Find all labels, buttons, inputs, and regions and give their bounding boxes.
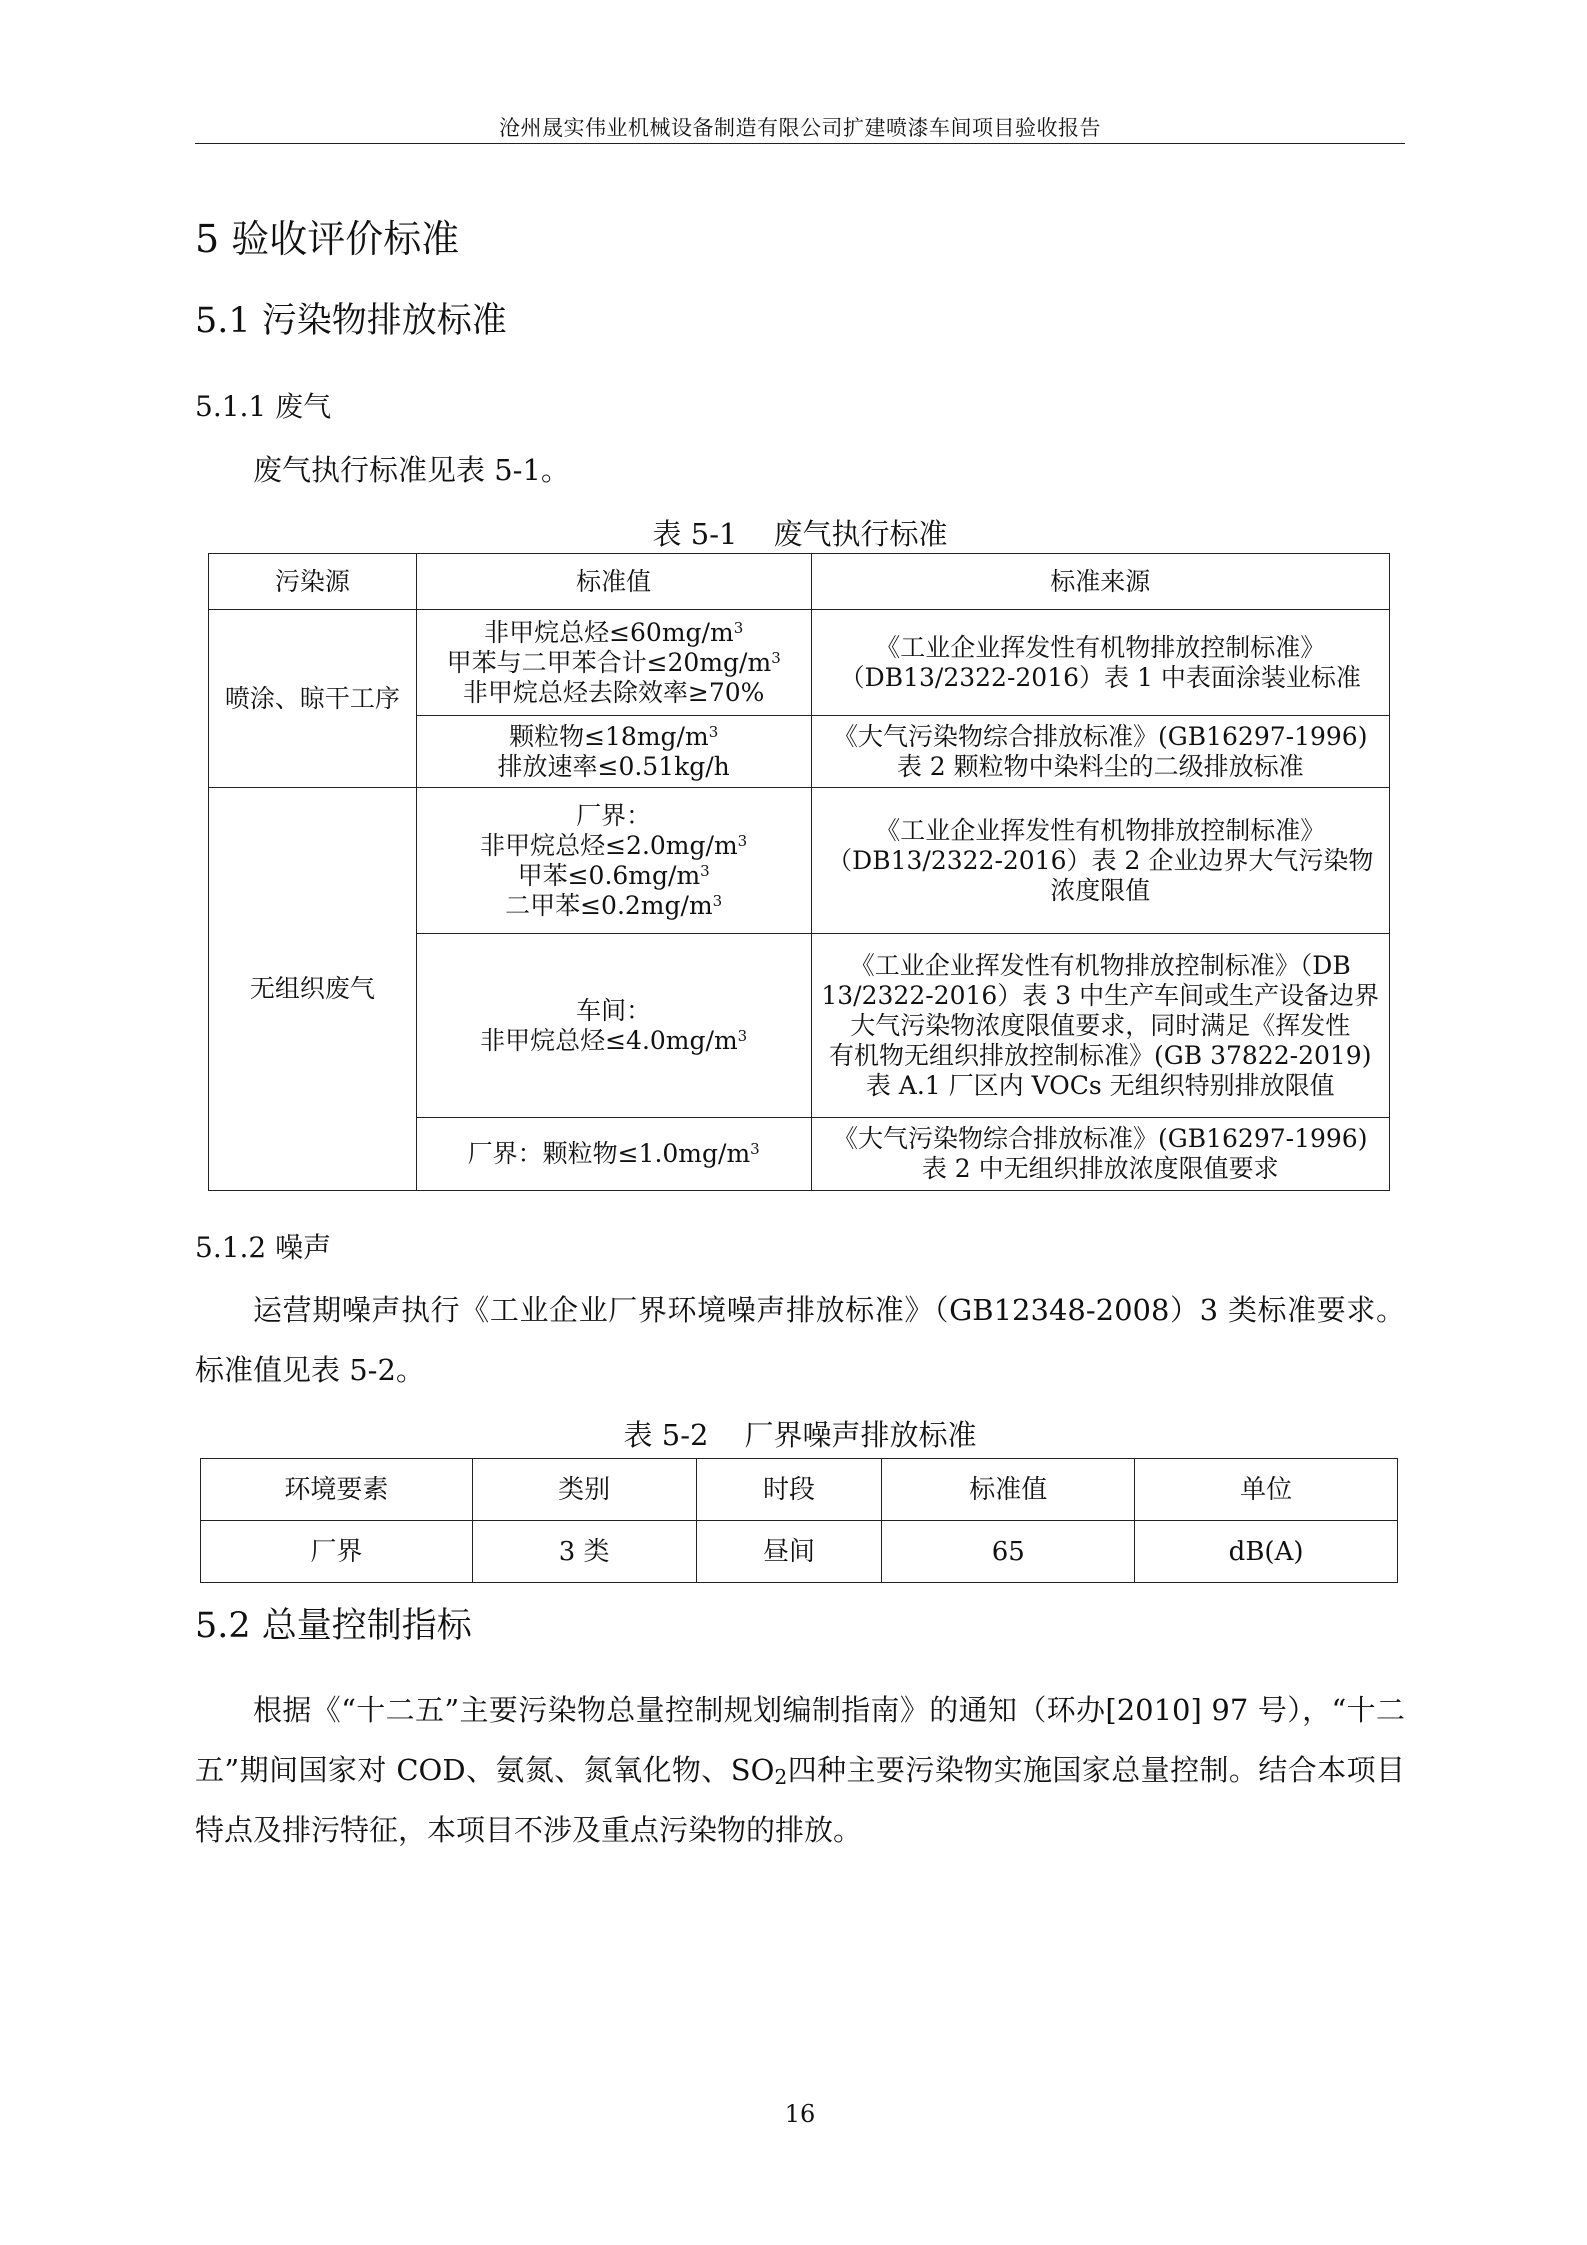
standard-source-line: 《大气污染物综合排放标准》(GB16297-1996): [833, 721, 1368, 751]
standard-source-line: 《大气污染物综合排放标准》(GB16297-1996): [833, 1124, 1368, 1153]
table-header-cell: 标准来源: [811, 554, 1390, 610]
table-row: [209, 788, 1390, 934]
pollution-source-cell: 无组织废气: [209, 788, 417, 1191]
section-5-1-2-heading: 5.1.2 噪声: [195, 1231, 332, 1264]
noise-standards-table: [200, 1458, 1398, 1583]
table-5-2-caption: [195, 1413, 1405, 1454]
section-5-heading: 5 验收评价标准: [195, 217, 460, 261]
standard-source-line: 表 2 中无组织排放浓度限值要求: [921, 1154, 1279, 1183]
header-rule: [195, 143, 1405, 144]
standard-source-line: （DB13/2322-2016）表 1 中表面涂装业标准: [839, 662, 1361, 692]
table-cell: 厂界: [201, 1521, 473, 1583]
table-cell: dB(A): [1135, 1521, 1398, 1583]
standard-source-line: （DB13/2322-2016）表 2 企业边界大气污染物: [827, 845, 1374, 875]
standard-source-line: 《工业企业挥发性有机物排放控制标准》: [875, 632, 1326, 662]
standard-value-cell: [416, 934, 811, 1118]
waste-gas-standards-table: [208, 553, 1390, 1191]
standard-value-line: 非甲烷总烃去除效率≥70%: [462, 677, 765, 707]
pollution-source-cell: 喷涂、晾干工序: [209, 610, 417, 788]
page-number: 16: [784, 2100, 816, 2128]
standard-source-line: 表 A.1 厂区内 VOCs 无组织特别排放限值: [865, 1070, 1335, 1100]
standard-value-line: 非甲烷总烃$\le 2.0mg/m^3$: [480, 830, 748, 860]
table-5-1-caption-title: 废气执行标准: [773, 517, 948, 551]
so2-subscript: 2: [774, 1765, 788, 1790]
standard-source-line: 有机物无组织排放控制标准》(GB 37822-2019): [829, 1040, 1372, 1070]
table-header-cell: 环境要素: [201, 1459, 473, 1521]
standard-source-cell: [811, 788, 1390, 934]
standard-value-line: 厂界：: [576, 800, 652, 830]
standard-value-cell: [416, 716, 811, 788]
standard-source-line: 表 2 颗粒物中染料尘的二级排放标准: [896, 751, 1304, 781]
table-header-cell: 标准值: [882, 1459, 1135, 1521]
table-header-cell: 标准值: [416, 554, 811, 610]
standard-value-line: 非甲烷总烃$\le 4.0mg/m^3$: [480, 1025, 748, 1055]
table-5-2-caption-title: 厂界噪声排放标准: [744, 1418, 977, 1452]
standard-value-cell: [416, 610, 811, 716]
standard-value-cell: [416, 788, 811, 934]
section-5-1-heading: 5.1 污染物排放标准: [195, 301, 507, 341]
standard-source-line: 浓度限值: [1050, 875, 1151, 905]
standard-value-line: 非甲烷总烃$\le 60mg/m^3$: [484, 617, 744, 647]
standard-value-cell: [416, 1118, 811, 1191]
section-5-2-heading: 5.2 总量控制指标: [195, 1606, 472, 1646]
standard-value-line: 排放速率≤0.51kg/h: [497, 751, 730, 781]
total-control-text-b: 四种主要污染物实施国家总量控制。结合本项目特点及排污特征，本项目不涉及重点污染物的排放。: [195, 1753, 1405, 1847]
standard-source-line: 大气污染物浓度限值要求，同时满足《挥发性: [850, 1010, 1351, 1040]
section-5-1-1-heading: 5.1.1 废气: [195, 390, 332, 423]
total-control-text-a: 根据《“十二五”主要污染物总量控制规划编制指南》的通知（环办[2010] 97 号），“十二五”期间国家对 COD、氨氮、氮氧化物、SO: [195, 1693, 1405, 1787]
standard-source-line: 13/2322-2016）表 3 中生产车间或生产设备边界: [821, 980, 1380, 1010]
standard-source-line: 《工业企业挥发性有机物排放控制标准》（DB: [849, 950, 1351, 980]
table-5-1-caption-number: 表 5-1: [652, 517, 738, 551]
table-header-cell: 时段: [696, 1459, 882, 1521]
standard-source-cell: [811, 1118, 1390, 1191]
table-header-cell: 单位: [1135, 1459, 1398, 1521]
standard-source-cell: [811, 610, 1390, 716]
noise-intro: 运营期噪声执行《工业企业厂界环境噪声排放标准》（GB12348-2008）3 类标准要求。标准值见表 5-2。: [195, 1293, 1405, 1387]
table-header-cell: 类别: [472, 1459, 696, 1521]
table-cell: 3 类: [472, 1521, 696, 1583]
table-cell: 65: [882, 1521, 1135, 1583]
standard-value-line: 厂界：颗粒物$\le 1.0mg/m^3$: [467, 1139, 760, 1168]
total-control-paragraph: [195, 1680, 1405, 1860]
table-cell: 昼间: [696, 1521, 882, 1583]
table-row: [201, 1521, 1398, 1583]
table-header-cell: 污染源: [209, 554, 417, 610]
standard-value-line: 甲苯与二甲苯合计$\le 20mg/m^3$: [446, 647, 781, 677]
standard-value-line: 甲苯$\le 0.6mg/m^3$: [517, 860, 710, 890]
standard-value-line: 颗粒物$\le 18mg/m^3$: [509, 721, 719, 751]
table-5-1-caption: [195, 512, 1405, 553]
standard-value-line: 二甲苯$\le 0.2mg/m^3$: [505, 890, 723, 920]
page-header: 沧州晟实伟业机械设备制造有限公司扩建喷漆车间项目验收报告: [499, 116, 1101, 140]
table-5-2-caption-number: 表 5-2: [623, 1418, 709, 1452]
table-row: [209, 610, 1390, 716]
standard-value-line: 车间：: [576, 995, 652, 1025]
standard-source-cell: [811, 934, 1390, 1118]
standard-source-cell: [811, 716, 1390, 788]
waste-gas-intro: 废气执行标准见表 5-1。: [253, 453, 570, 487]
standard-source-line: 《工业企业挥发性有机物排放控制标准》: [875, 815, 1326, 845]
